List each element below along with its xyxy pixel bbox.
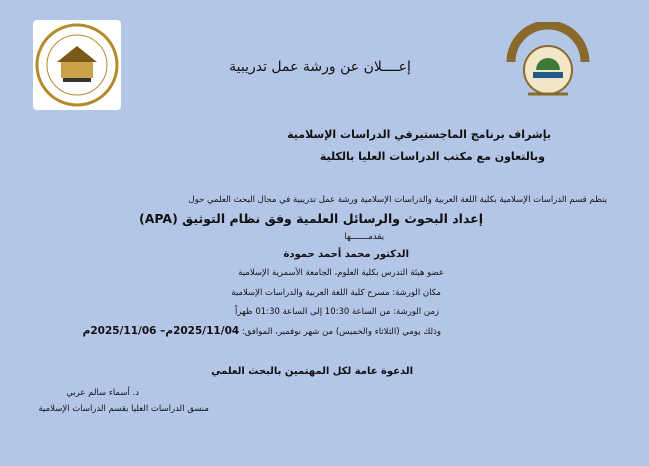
presenter-affiliation: عضو هيئة التدرس بكلية العلوم، الجامعة الأسمرية الإسلامية [238, 268, 444, 278]
announcement-title: إعــــلان عن ورشة عمل تدريبية [229, 59, 411, 75]
signature-name: د. أسماء سالم عربي [66, 388, 139, 398]
dates-prefix: وذلك يومي (الثلاثاء والخميس) من شهر نوفمبر، الموافق: [239, 327, 441, 337]
workshop-dates-line [83, 325, 441, 337]
college-logo-left [33, 20, 121, 110]
intro-text: ينظم قسم الدراسات الإسلامية بكلية اللغة العربية والدراسات الإسلامية ورشة عمل تدريبية في مجال البحث العلمي حول [188, 195, 607, 205]
supervision-line-2: وبالتعاون مع مكتب الدراسات العليا بالكلية [319, 150, 545, 163]
dates-value: 2025/11/04م– 2025/11/06م [82, 325, 240, 337]
presenter-name: الدكتور محمد أحمد حمودة [283, 249, 409, 260]
presented-by: يقدمـــــــها [344, 232, 384, 242]
public-invitation: الدعوة عامة لكل المهتمين بالبحث العلمي [211, 366, 413, 377]
workshop-location: مكان الورشة: مسرح كلية اللغة العربية والدراسات الإسلامية [231, 288, 441, 298]
workshop-topic: إعداد البحوث والرسائل العلمية وفق نظام التوثيق (APA) [139, 211, 483, 226]
supervision-line-1: بإشراف برنامج الماجستيرفي الدراسات الإسلامية [287, 128, 551, 141]
university-logo-right [503, 22, 593, 104]
signature-role: منسق الدراسات العليا بقسم الدراسات الإسلامية [38, 404, 209, 414]
workshop-time: زمن الورشة: من الساعة 10:30 إلى الساعة 01:30 ظهراً [234, 307, 439, 317]
